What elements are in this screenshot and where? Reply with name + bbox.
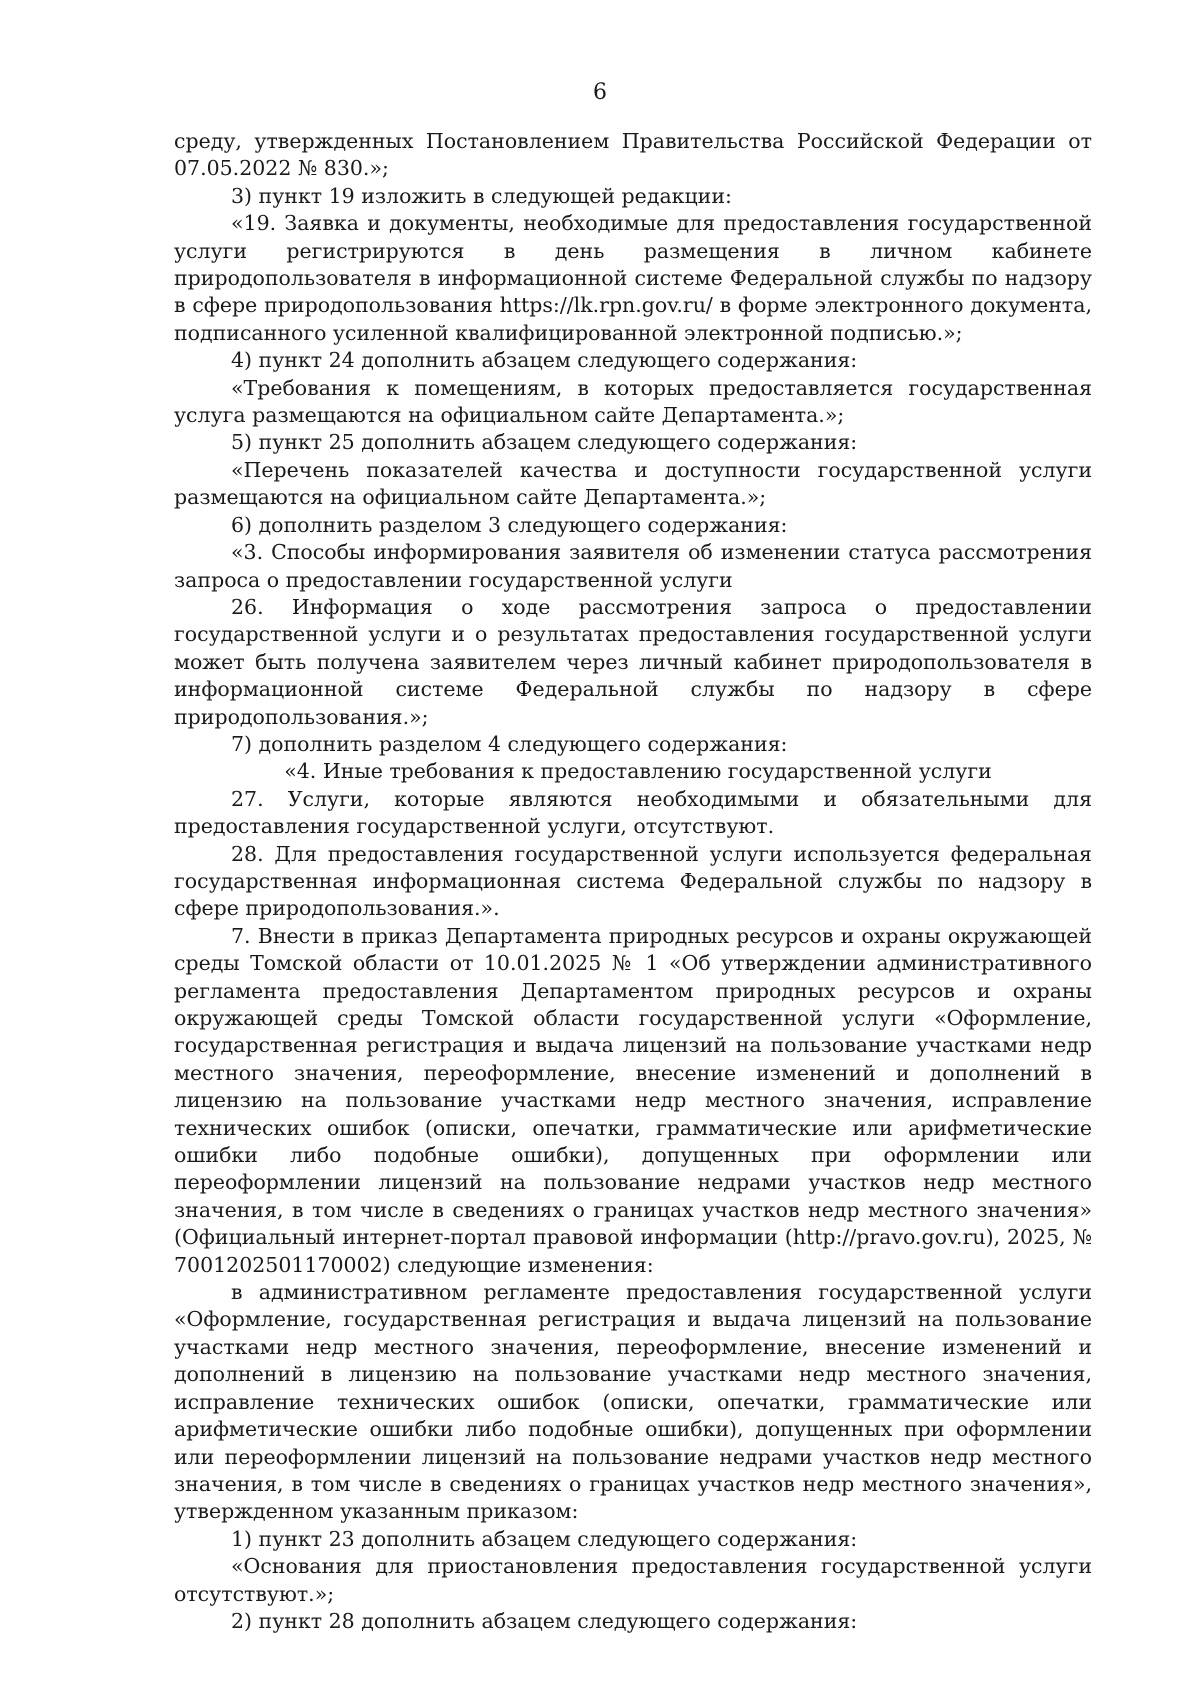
paragraph: 5) пункт 25 дополнить абзацем следующего содержания: [231,430,858,455]
document-body [174,128,1092,1635]
paragraph: 6) дополнить разделом 3 следующего содержания: [231,512,788,537]
paragraph: 4) пункт 24 дополнить абзацем следующего содержания: [231,348,858,373]
paragraph: 27. Услуги, которые являются необходимыми и обязательными для предоставления государственной услуги, отсутствуют. [174,786,1092,839]
paragraph: 7) дополнить разделом 4 следующего содержания: [231,731,788,756]
paragraph: 7. Внести в приказ Департамента природных ресурсов и охраны окружающей среды Томской области от 10.01.2025 № 1 «Об утверждении административного регламента предоставления Департаментом природных ресурсов и охраны окружающей среды Томской области государственной услуги «Оформление, государственная регистрация и выдача лицензий на пользование участками недр местного значения, переоформление, внесение изменений и дополнений в лицензию на пользование участками недр местного значения, исправление технических ошибок (описки, опечатки, грамматические или арифметические ошибки либо подобные ошибки), допущенных при оформлении или переоформлении лицензий на пользование недрами участков недр местного значения, в том числе в сведениях о границах участков недр местного значения» (Официальный интернет-портал правовой информации (http://pravo.gov.ru), 2025, № 7001202501170002) следующие изменения: [174,923,1092,1277]
paragraph: 3) пункт 19 изложить в следующей редакции: [231,183,732,208]
paragraph: «Основания для приостановления предоставления государственной услуги отсутствуют.»; [174,1554,1092,1606]
paragraph: в административном регламенте предоставления государственной услуги «Оформление, государственная регистрация и выдача лицензий на пользование участками недр местного значения, переоформление, внесение изменений и дополнений в лицензию на пользование участками недр местного значения, исправление технических ошибок (описки, опечатки, грамматические или арифметические ошибки либо подобные ошибки), допущенных при оформлении или переоформлении лицензий на пользование недрами участков недр местного значения, в том числе в сведениях о границах участков недр местного значения», утвержденном указанным приказом: [174,1280,1092,1524]
paragraph: «Требования к помещениям, в которых предоставляется государственная услуга размещаются на официальном сайте Департамента.»; [174,375,1092,428]
section-heading: «4. Иные требования к предоставлению государственной услуги [284,759,992,784]
paragraph: «3. Способы информирования заявителя об изменении статуса рассмотрения запроса о предоставлении государственной услуги [174,540,1092,592]
paragraph: 26. Информация о ходе рассмотрения запроса о предоставлении государственной услуги и о результатах предоставления государственной услуги может быть получена заявителем через личный кабинет природопользователя в информационной системе Федеральной службы по надзору в сфере природопользования.»; [174,594,1092,729]
paragraph: 2) пункт 28 дополнить абзацем следующего содержания: [231,1608,858,1633]
paragraph: 28. Для предоставления государственной услуги используется федеральная государственная информационная система Федеральной службы по надзору в сфере природопользования.». [174,841,1092,921]
paragraph: «Перечень показателей качества и доступности государственной услуги размещаются на официальном сайте Департамента.»; [174,457,1092,510]
paragraph: среду, утвержденных Постановлением Правительства Российской Федерации от 07.05.2022 № 830.»; [174,129,1092,181]
page-number: 6 [593,80,607,105]
paragraph: «19. Заявка и документы, необходимые для предоставления государственной услуги регистрируются в день размещения в личном кабинете природопользователя в информационной системе Федеральной службы по надзору в сфере природопользования https://lk.rpn.gov.ru/ в форме электронного документа, подписанного усиленной квалифицированной электронной подписью.»; [174,211,1092,345]
paragraph: 1) пункт 23 дополнить абзацем следующего содержания: [231,1526,858,1551]
